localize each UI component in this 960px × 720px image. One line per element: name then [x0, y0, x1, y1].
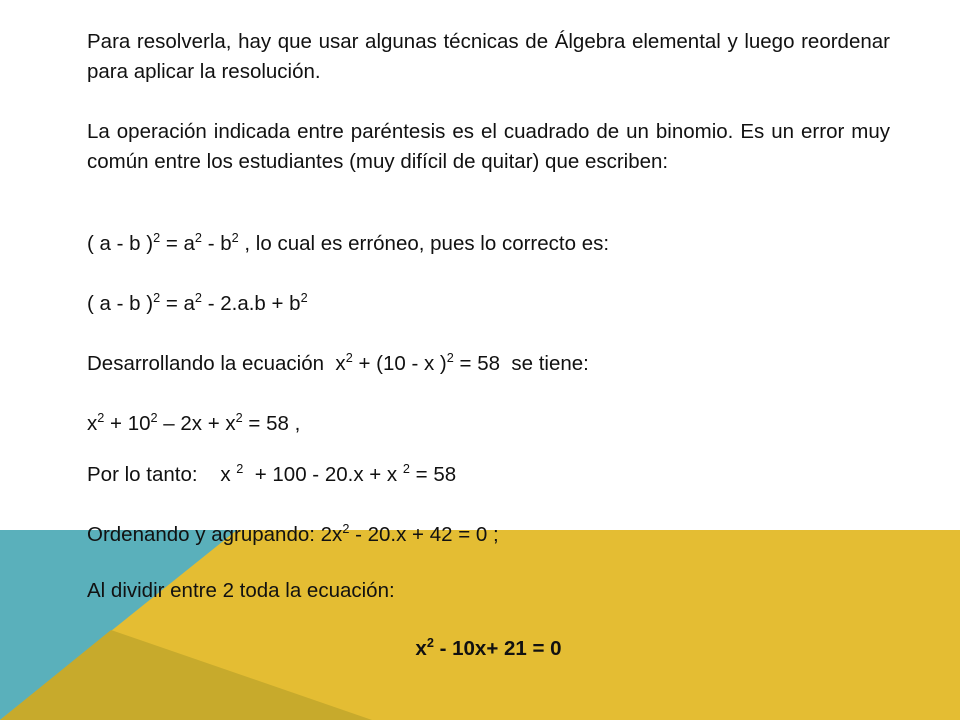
therefore-line: [87, 460, 456, 490]
correct-eq: = a: [160, 292, 195, 315]
ordering-tail: - 20.x + 42 = 0 ;: [349, 523, 499, 546]
correct-mid: - 2.a.b + b: [202, 292, 301, 315]
therefore-exp2: 2: [402, 461, 410, 477]
final-b: - 10x+ 21 = 0: [433, 637, 562, 660]
expand-exp3: 2: [235, 410, 243, 426]
wrong-exp1: 2: [153, 230, 161, 246]
wrong-tail: , lo cual es erróneo, pues lo correcto es:: [238, 232, 610, 255]
therefore-text: Por lo tanto: x: [87, 463, 237, 486]
therefore-mid: + 100 - 20.x + x: [243, 463, 403, 486]
ordering-line: [87, 520, 499, 550]
therefore-exp1: 2: [236, 461, 244, 477]
develop-text: Desarrollando la ecuación x: [87, 352, 346, 375]
develop-line: [87, 349, 589, 379]
wrong-exp2: 2: [194, 230, 202, 246]
final-exp1: 2: [426, 635, 434, 651]
therefore-tail: = 58: [409, 463, 457, 486]
expand-d: = 58 ,: [242, 412, 301, 435]
develop-mid: + (10 - x ): [352, 352, 447, 375]
expand-line: [87, 409, 300, 439]
wrong-eq: = a: [160, 232, 195, 255]
correct-exp1: 2: [153, 290, 161, 306]
binomial-paragraph: La operación indicada entre paréntesis es el cuadrado de un binomio. Es un error muy común entre los estudiantes (muy difícil de quitar) que escriben:: [87, 120, 890, 173]
wrong-lhs: ( a - b ): [87, 232, 154, 255]
intro-paragraph: Para resolverla, hay que usar algunas técnicas de Álgebra elemental y luego reordenar para aplicar la resolución.: [87, 30, 890, 83]
expand-exp2: 2: [150, 410, 158, 426]
correct-exp2: 2: [194, 290, 202, 306]
expand-b: + 10: [104, 412, 151, 435]
final-a: x: [415, 637, 427, 660]
correct-exp3: 2: [300, 290, 308, 306]
expand-exp1: 2: [97, 410, 105, 426]
correct-formula-line: [87, 289, 308, 319]
develop-exp2: 2: [446, 350, 454, 366]
final-equation: [87, 634, 890, 664]
expand-c: – 2x + x: [157, 412, 236, 435]
expand-a: x: [87, 412, 98, 435]
ordering-text: Ordenando y agrupando: 2x: [87, 523, 343, 546]
develop-tail: = 58 se tiene:: [453, 352, 589, 375]
wrong-exp3: 2: [231, 230, 239, 246]
wrong-formula-line: [87, 229, 609, 259]
correct-lhs: ( a - b ): [87, 292, 154, 315]
develop-exp1: 2: [345, 350, 353, 366]
dividing-line: Al dividir entre 2 toda la ecuación:: [87, 579, 395, 602]
ordering-exp1: 2: [342, 521, 350, 537]
wrong-minus: - b: [202, 232, 232, 255]
